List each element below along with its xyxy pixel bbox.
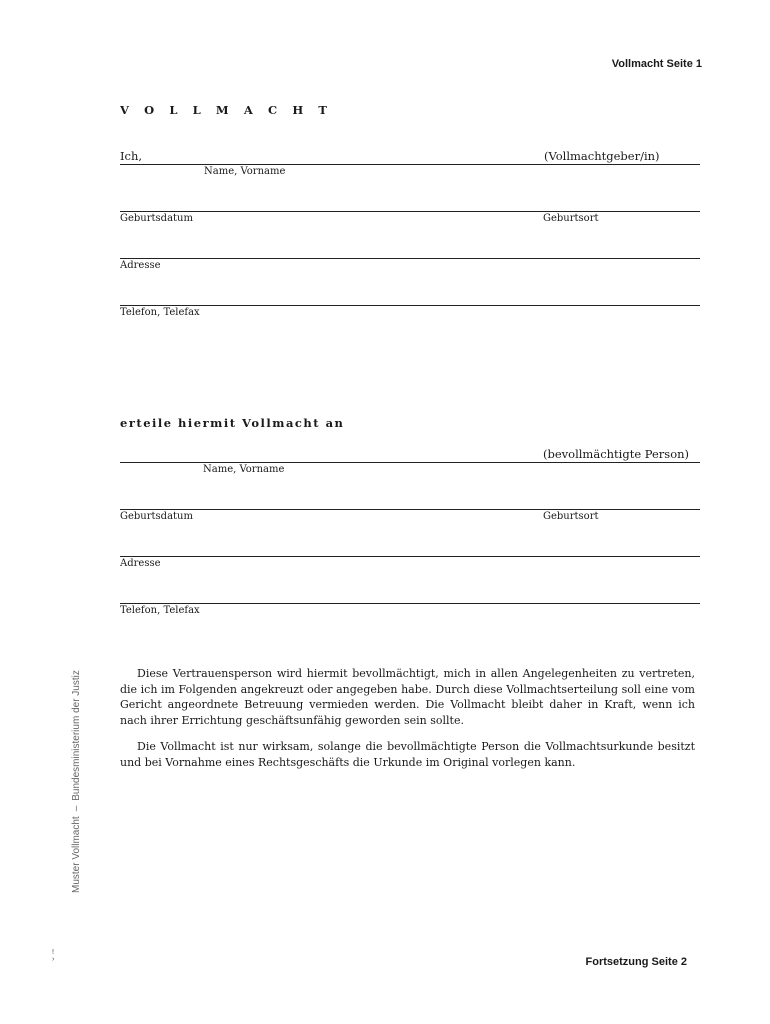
side-label	[71, 670, 82, 893]
side-label-right: Bundesministerium der Justiz	[71, 670, 82, 801]
margin-mark: ! ›	[52, 949, 55, 963]
ich-label: Ich,	[120, 149, 143, 163]
grantor-address-line[interactable]	[120, 258, 700, 259]
grantor-role-label: (Vollmachtgeber/in)	[544, 149, 660, 163]
side-label-separator: –	[71, 805, 82, 812]
grantor-address-label: Adresse	[120, 260, 161, 271]
paragraph-1-text: Diese Vertrauensperson wird hiermit bevollmächtigt, mich in allen Angelegenheiten zu vertreten, die ich im Folgenden angekreuzt oder angegeben habe. Durch diese Vollmachtserteilung soll eine vom Gericht angeordnete Betreuung vermieden werden. Die Vollmacht bleibt daher in Kraft, wenn ich nach ihrer Errichtung geschäftsunfähig geworden sein sollte.	[120, 667, 695, 727]
continuation-footer: Fortsetzung Seite 2	[585, 956, 687, 968]
paragraph-1	[120, 666, 695, 728]
attorney-name-label: Name, Vorname	[203, 464, 285, 475]
page-number-header: Vollmacht Seite 1	[611, 58, 702, 70]
document-title: V O L L M A C H T	[120, 103, 333, 117]
grantor-birth-line[interactable]	[120, 211, 700, 212]
attorney-birthplace-label: Geburtsort	[543, 511, 599, 522]
attorney-birth-line[interactable]	[120, 509, 700, 510]
paragraph-2	[120, 739, 695, 770]
attorney-birthdate-label: Geburtsdatum	[120, 511, 193, 522]
grantor-phone-label: Telefon, Telefax	[120, 307, 200, 318]
grantor-birthdate-label: Geburtsdatum	[120, 213, 193, 224]
side-label-left: Muster Vollmacht	[71, 816, 82, 893]
attorney-phone-line[interactable]	[120, 603, 700, 604]
attorney-role-label: (bevollmächtigte Person)	[543, 447, 690, 461]
grantor-birthplace-label: Geburtsort	[543, 213, 599, 224]
attorney-address-label: Adresse	[120, 558, 161, 569]
paragraph-2-text: Die Vollmacht ist nur wirksam, solange die bevollmächtigte Person die Vollmachtsurkunde besitzt und bei Vornahme eines Rechtsgeschäfts die Urkunde im Original vorlegen kann.	[120, 740, 695, 769]
grantor-name-line[interactable]	[120, 164, 700, 165]
attorney-name-line[interactable]	[120, 462, 700, 463]
attorney-address-line[interactable]	[120, 556, 700, 557]
grantor-name-label: Name, Vorname	[204, 166, 286, 177]
section-subtitle: erteile hiermit Vollmacht an	[120, 416, 345, 430]
grantor-phone-line[interactable]	[120, 305, 700, 306]
attorney-phone-label: Telefon, Telefax	[120, 605, 200, 616]
